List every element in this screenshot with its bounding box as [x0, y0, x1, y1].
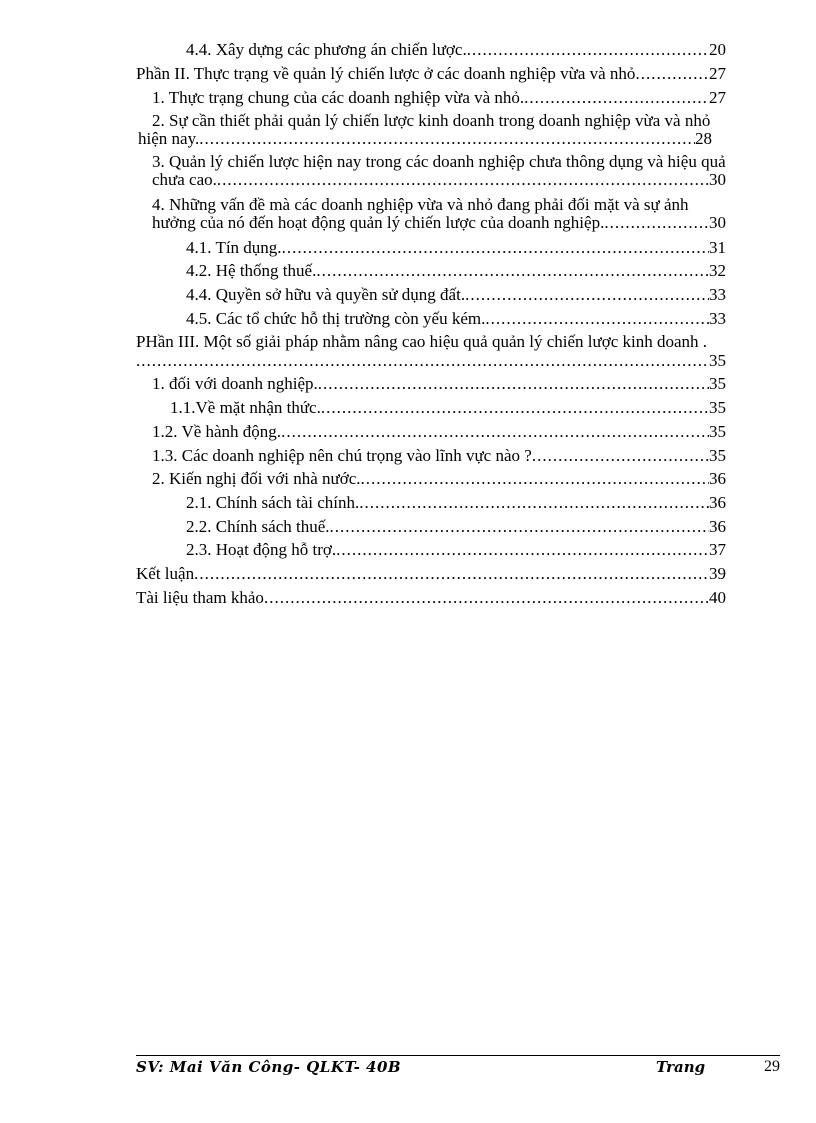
dot-leader	[524, 88, 709, 108]
toc-page-number: 35	[709, 422, 726, 441]
toc-page-number: 27	[709, 64, 726, 83]
toc-entry-title-cont: hưởng của nó đến hoạt động quản lý chiến lược của doanh nghiệp.	[152, 213, 605, 232]
toc-entry-title-cont: hiện nay.	[138, 129, 200, 148]
toc-entry-title: 4.5. Các tổ chức hỗ thị trường còn yếu kém.	[186, 309, 486, 328]
page-footer	[136, 1058, 780, 1080]
toc-entry-title: 2. Sự cần thiết phải quản lý chiến lược kinh doanh trong doanh nghiệp vừa và nhỏ	[152, 111, 711, 130]
toc-page-number: 36	[709, 493, 726, 512]
dot-leader	[282, 238, 709, 258]
dot-leader	[467, 40, 709, 60]
dot-leader	[217, 171, 709, 189]
dot-leader	[136, 351, 709, 371]
toc-entry-title: 2. Kiến nghị đối với nhà nước.	[152, 469, 361, 488]
toc-entry-title: 1.3. Các doanh nghiệp nên chú trọng vào lĩnh vực nào ?	[152, 446, 532, 465]
toc-entry-title[interactable]: PHần III. Một số giải pháp nhằm nâng cao hiệu quả quản lý chiến lược kinh doanh .	[136, 332, 708, 351]
footer-page-number: 29	[764, 1058, 780, 1075]
toc-entry[interactable]	[186, 517, 726, 537]
toc-entry[interactable]	[170, 398, 726, 418]
dot-leader	[199, 130, 695, 148]
toc-entry-title: 4.2. Hệ thống thuế.	[186, 261, 317, 280]
toc-page-number: 20	[709, 40, 726, 59]
dot-leader	[604, 214, 709, 232]
toc-page-number: 32	[709, 261, 726, 280]
toc-entry[interactable]	[186, 40, 726, 60]
footer-page-label: Trang	[656, 1058, 706, 1076]
toc-entry-title: 1.2. Về hành động.	[152, 422, 282, 441]
toc-entry[interactable]	[186, 261, 726, 281]
toc-page-number: 35	[709, 374, 726, 393]
toc-entry-title: 1.1.Về mặt nhận thức.	[170, 398, 321, 417]
toc-entry[interactable]	[136, 588, 726, 608]
toc-page-number: 30	[709, 213, 726, 232]
footer-divider	[136, 1055, 780, 1056]
footer-author: SV: Mai Văn Công- QLKT- 40B	[136, 1058, 402, 1076]
toc-entry[interactable]	[186, 285, 726, 305]
toc-entry-title: 2.1. Chính sách tài chính.	[186, 493, 360, 512]
toc-page-number: 36	[709, 517, 726, 536]
toc-entry-title: Phần II. Thực trạng về quản lý chiến lược ở các doanh nghiệp vừa và nhỏ	[136, 64, 636, 83]
toc-entry[interactable]	[136, 564, 726, 584]
toc-entry-title: 4.4. Xây dựng các phương án chiến lược.	[186, 40, 467, 59]
toc-entry[interactable]	[186, 493, 726, 513]
toc-entry-title: 4. Những vấn đề mà các doanh nghiệp vừa và nhỏ đang phải đối mặt và sự ảnh	[152, 195, 689, 214]
dot-leader	[336, 540, 709, 560]
toc-entry-title-cont: chưa cao.	[152, 170, 217, 189]
dot-leader	[485, 309, 709, 329]
toc-entry[interactable]	[186, 238, 726, 258]
toc-entry[interactable]	[152, 446, 726, 466]
toc-entry[interactable]	[152, 469, 726, 489]
toc-entry-title: 4.1. Tín dụng.	[186, 238, 282, 257]
dot-leader	[330, 517, 709, 537]
dot-leader	[532, 446, 709, 466]
toc-entry-title: 1. Thực trạng chung của các doanh nghiệp vừa và nhỏ.	[152, 88, 525, 107]
toc-entry-title: 3. Quản lý chiến lược hiện nay trong các doanh nghiệp chưa thông dụng và hiệu quả	[152, 152, 726, 171]
toc-page-number: 37	[709, 540, 726, 559]
toc-entry-title: 2.3. Hoạt động hỗ trợ.	[186, 540, 337, 559]
toc-entry[interactable]	[186, 540, 726, 560]
toc-entry[interactable]	[152, 153, 782, 189]
toc-page-number: 31	[709, 238, 726, 257]
toc-page-number: 39	[709, 564, 726, 583]
toc-page-number: 40	[709, 588, 726, 607]
toc-entry[interactable]	[152, 374, 726, 394]
dot-leader	[264, 588, 709, 608]
toc-page-number: 35	[709, 351, 726, 370]
toc-entry-title: 2.2. Chính sách thuế.	[186, 517, 330, 536]
toc-entry[interactable]	[152, 88, 726, 108]
dot-leader	[465, 285, 709, 305]
toc-entry-title: Tài liệu tham khảo	[136, 588, 264, 607]
toc-entry[interactable]	[186, 309, 726, 329]
toc-page-number: 33	[709, 309, 726, 328]
toc-entry-leader-line	[136, 351, 726, 371]
toc-entry-title: 1. đối với doanh nghiệp.	[152, 374, 318, 393]
toc-page-number: 33	[709, 285, 726, 304]
toc-page-number: 36	[709, 469, 726, 488]
toc-page-number: 35	[709, 398, 726, 417]
toc-page-number: 30	[709, 170, 726, 189]
dot-leader	[361, 469, 710, 489]
dot-leader	[318, 374, 709, 394]
toc-page-number: 35	[709, 446, 726, 465]
toc-entry-title: Kết luận	[136, 564, 195, 583]
toc-page-number: 28	[695, 129, 712, 148]
toc-entry-title: 4.4. Quyền sở hữu và quyền sử dụng đất.	[186, 285, 466, 304]
dot-leader	[281, 422, 709, 442]
dot-leader	[194, 564, 709, 584]
dot-leader	[359, 493, 709, 513]
toc-page-number: 27	[709, 88, 726, 107]
dot-leader	[635, 64, 709, 84]
dot-leader	[321, 398, 709, 418]
toc-entry[interactable]	[152, 196, 782, 232]
dot-leader	[316, 261, 709, 281]
toc-entry[interactable]	[152, 422, 726, 442]
toc-entry[interactable]	[136, 64, 726, 84]
toc-entry[interactable]	[138, 111, 782, 148]
